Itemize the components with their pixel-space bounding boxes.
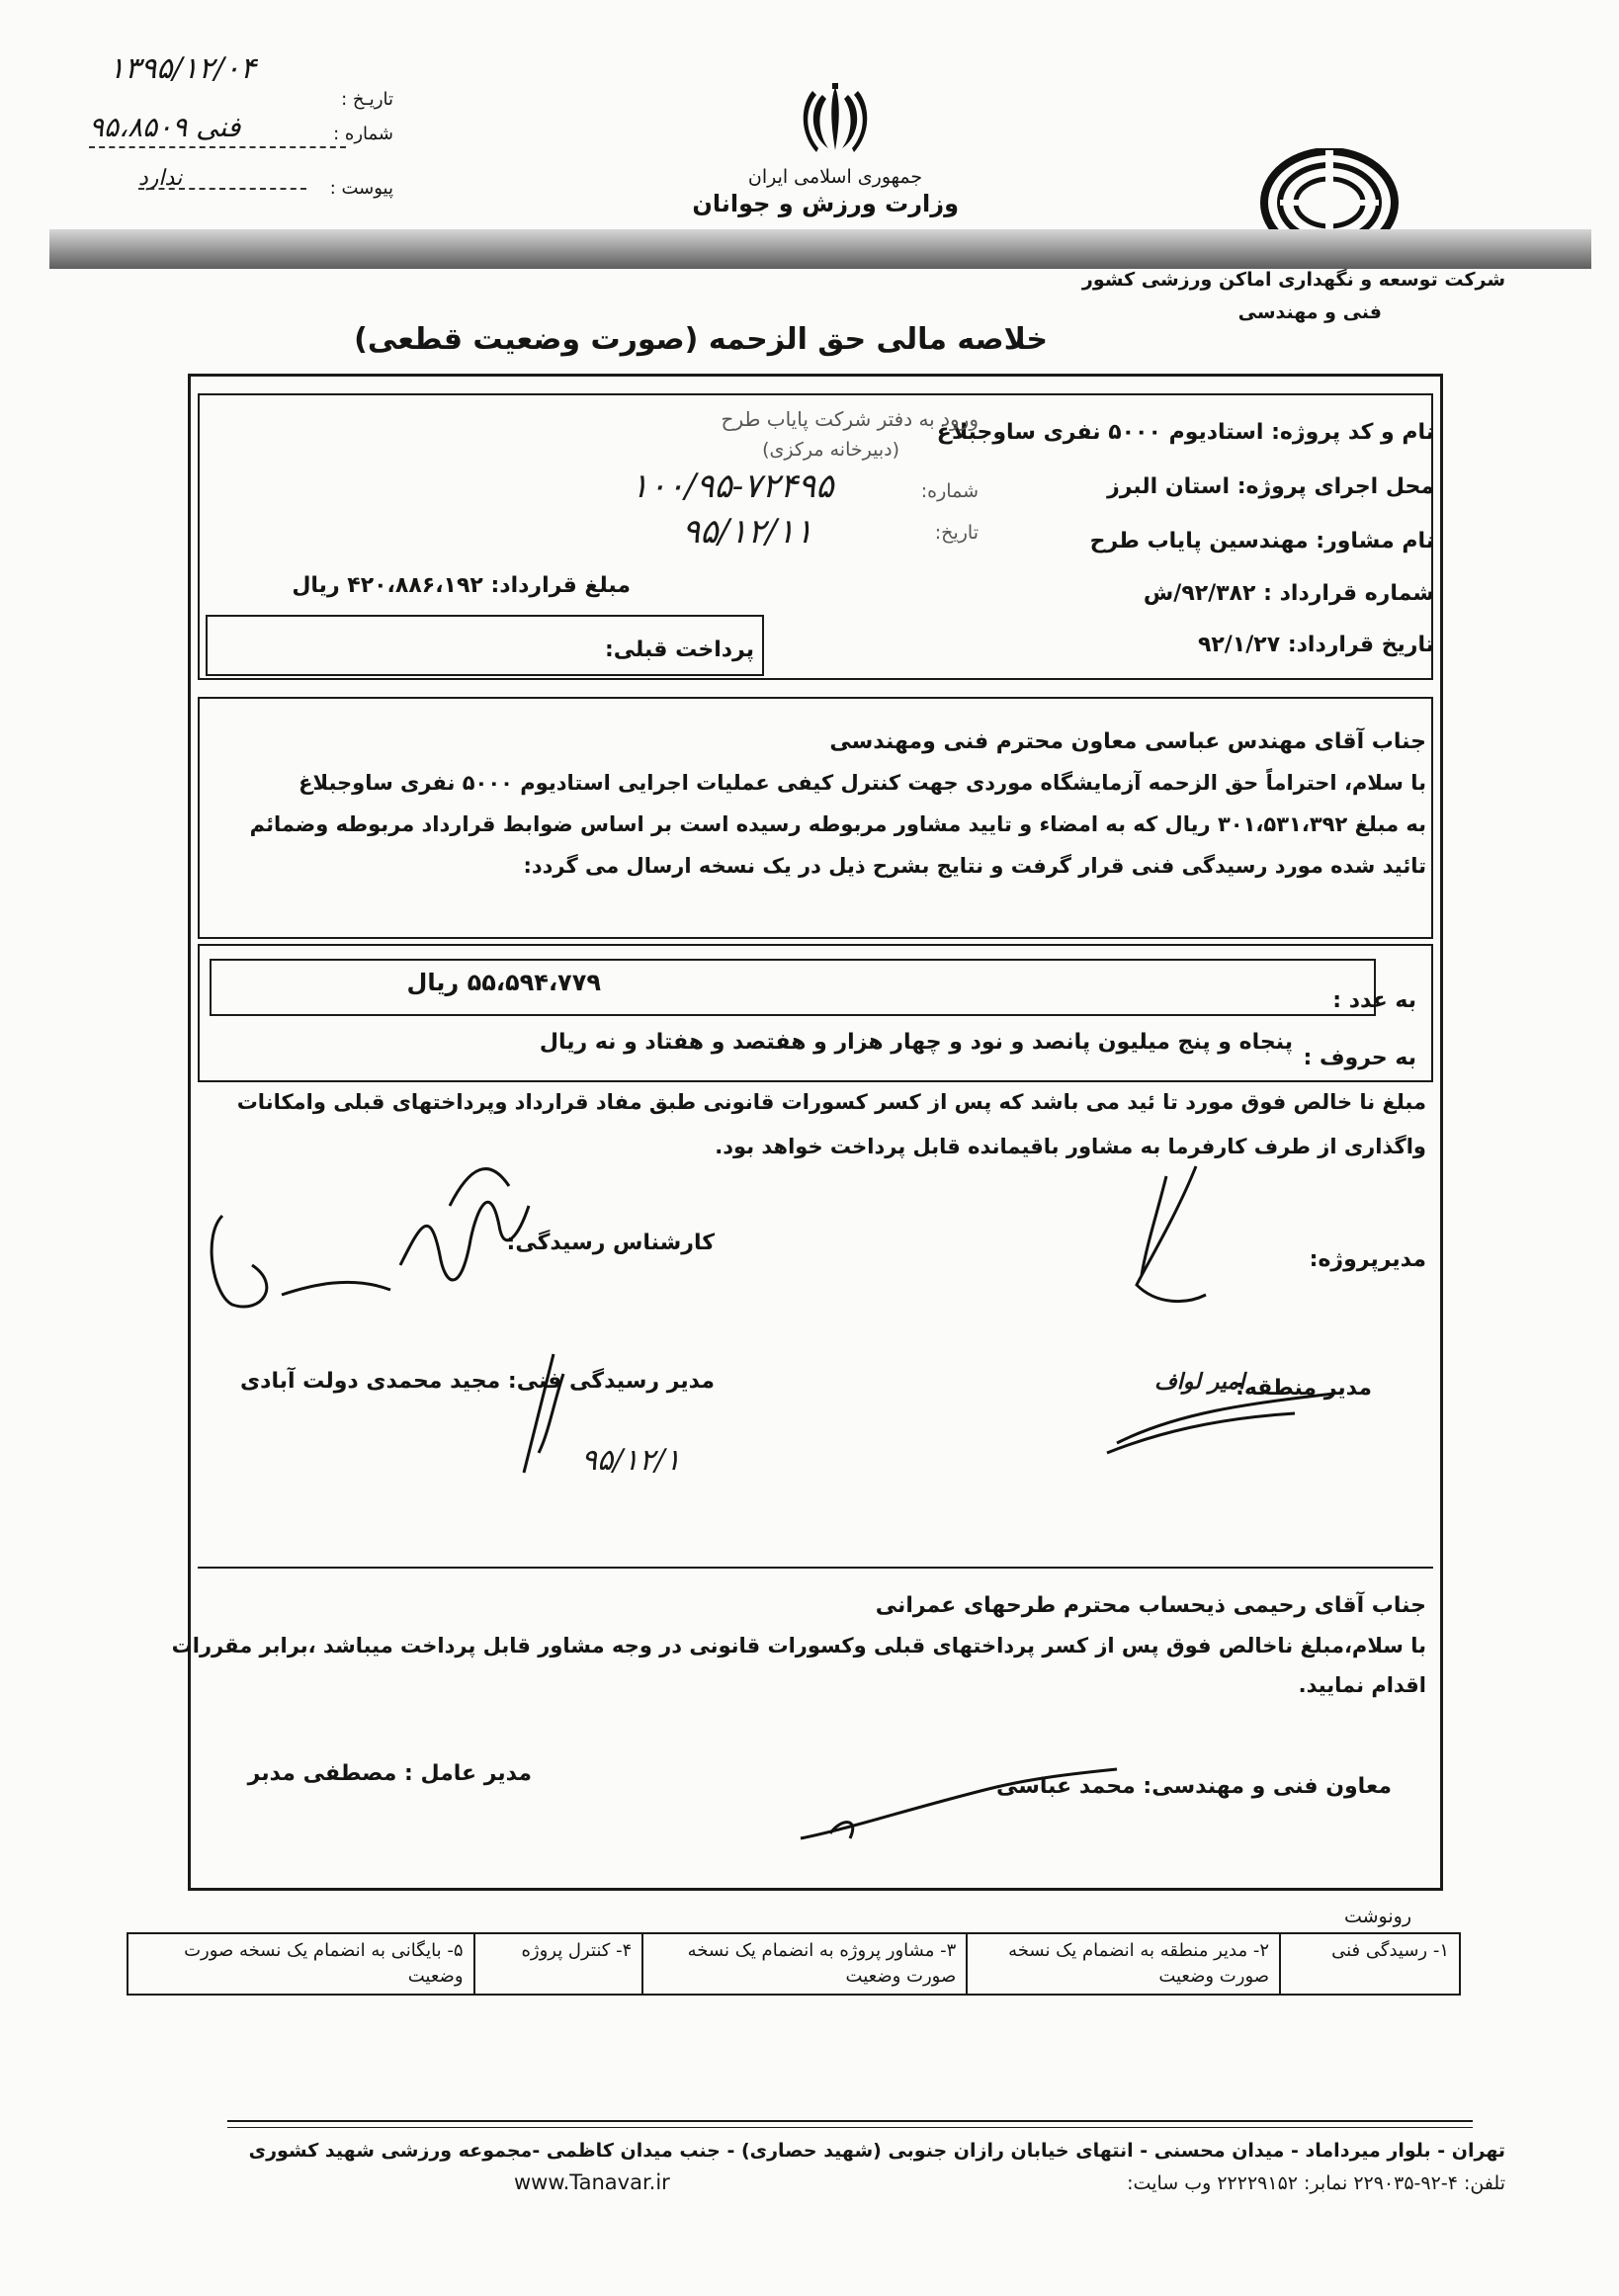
number-value: ۹۵،۸۵۰۹ فنی [89, 111, 241, 143]
amount-numeric-box [210, 959, 1376, 1016]
region-manager-label: مدیر منطقه: [1236, 1376, 1372, 1401]
project-name: نام و کد پروژه: استادیوم ۵۰۰۰ نفری ساوجبلاغ [936, 420, 1434, 445]
cc-item: ۲- مدیر منطقه به انضمام یک نسخه صورت وضعیت [967, 1933, 1280, 1995]
contract-number: شماره قرارداد : ۹۲/۳۸۲/ش [1143, 581, 1434, 606]
review-expert-label: کارشناس رسیدگی: [506, 1231, 715, 1255]
cc-item: ۳- مشاور پروژه به انضمام یک نسخه صورت وضعیت [642, 1933, 967, 1995]
cc-label: رونوشت [1343, 1906, 1411, 1927]
contract-amount: مبلغ قرارداد: ۴۲۰،۸۸۶،۱۹۲ ریال [292, 573, 631, 598]
ministry-line2: وزارت ورزش و جوانان [692, 190, 959, 217]
number-underline [89, 146, 346, 148]
letter-line1: با سلام، احتراماً حق الزحمه آزمایشگاه موردی جهت کنترل کیفی عملیات اجرایی استادیوم ۵۰۰۰ نفری ساوجبلاغ [298, 771, 1426, 795]
deputy-signature-icon [791, 1740, 1127, 1858]
attachment-label: پیوست : [329, 178, 393, 199]
cc-item: ۴- کنترل پروژه [474, 1933, 643, 1995]
tech-review-manager: مدیر رسیدگی فنی: مجید محمدی دولت آبادی [239, 1369, 715, 1394]
stamp-line1: ورود به دفتر شرکت پایاب طرح [721, 407, 979, 431]
date-label: تاریـخ : [341, 89, 393, 110]
stamp-number-value: ۱۰۰/۹۵-۷۲۴۹۵ [631, 467, 834, 506]
previous-payment-label: پرداخت قبلی: [604, 638, 754, 662]
header-shadow-bar [49, 229, 1591, 269]
deputy-signature-label: معاون فنی و مهندسی: محمد عباسی [996, 1774, 1392, 1799]
company-line2: فنی و مهندسی [1237, 301, 1382, 323]
company-line1: شرکت توسعه و نگهداری اماکن ورزشی کشور [1081, 269, 1505, 291]
footer-website[interactable]: www.Tanavar.ir [514, 2170, 670, 2194]
letter-salutation: جناب آقای مهندس عباسی معاون محترم فنی ومهندسی [829, 729, 1426, 754]
region-manager-name: امیر لواف [1154, 1369, 1245, 1395]
note-line1: مبلغ نا خالص فوق مورد تا ئید می باشد که پس از کسر کسورات قانونی طبق مفاد قرارداد وپرداختهای قبلی وامکانات [236, 1090, 1426, 1114]
amount-words-label: به حروف : [1303, 1046, 1416, 1070]
handwritten-date: ۹۵/۱۲/۱ [581, 1443, 681, 1478]
number-label: شماره : [333, 124, 393, 144]
ceo-label: مدیر عامل : مصطفی مدبر [247, 1761, 532, 1786]
consultant-name: نام مشاور: مهندسین پایاب طرح [1089, 529, 1434, 553]
date-value: ۱۳۹۵/۱۲/۰۴ [109, 51, 257, 86]
review-expert-signature-icon [193, 1147, 549, 1344]
project-manager-label: مدیرپروژه: [1309, 1247, 1426, 1272]
attachment-underline [138, 188, 306, 190]
footer-rule [227, 2120, 1473, 2122]
approval-line2: اقدام نمایید. [1298, 1673, 1426, 1697]
footer-contact: تلفن: ۴-۹۲-۲۲۹۰۳۵ نمابر: ۲۲۲۲۹۱۵۲ وب سایت: [1127, 2172, 1505, 2194]
approval-divider [198, 1567, 1433, 1569]
approval-line1: با سلام،مبلغ ناخالص فوق پس از کسر پرداختهای قبلی وکسورات قانونی در وجه مشاور قابل پرداخت میباشد ،برابر مقررات [171, 1634, 1426, 1658]
ministry-line1: جمهوری اسلامی ایران [747, 166, 923, 188]
stamp-line2: (دبیرخانه مرکزی) [762, 439, 899, 461]
project-location: محل اجرای پروژه: استان البرز [1107, 474, 1434, 499]
letter-line2: به مبلغ ۳۰۱،۵۳۱،۳۹۲ ریال که به امضاء و تایید مشاور مربوطه رسیده است بر اساس ضوابط قرارداد مربوطه وضمائم [249, 812, 1426, 836]
amount-numeric-label: به عدد : [1332, 988, 1416, 1013]
document-title: خلاصه مالی حق الزحمه (صورت وضعیت قطعی) [354, 322, 1048, 357]
project-manager-signature-icon [1107, 1156, 1226, 1324]
cc-table [127, 1932, 1461, 1996]
note-line2: واگذاری از طرف کارفرما به مشاور باقیمانده قابل پرداخت خواهد بود. [715, 1135, 1426, 1158]
attachment-value: ندارد [138, 166, 183, 191]
tech-review-signature-icon [514, 1344, 573, 1483]
cc-item: ۱- رسیدگی فنی [1280, 1933, 1460, 1995]
amount-words-value: پنجاه و پنج میلیون پانصد و نود و چهار هزار و هفتصد و هفتاد و نه ریال [539, 1030, 1293, 1055]
stamp-date-value: ۹۵/۱۲/۱۱ [682, 512, 813, 552]
approval-salutation: جناب آقای رحیمی ذیحساب محترم طرحهای عمرانی [875, 1593, 1426, 1618]
letter-line3: تائید شده مورد رسیدگی فنی قرار گرفت و نتایج بشرح ذیل در یک نسخه ارسال می گردد: [523, 854, 1426, 878]
iran-emblem-icon [791, 81, 880, 160]
stamp-number-label: شماره: [920, 480, 979, 502]
footer-rule-thin [227, 2127, 1473, 2128]
footer-address: تهران - بلوار میرداماد - میدان محسنی - انتهای خیابان رازان جنوبی (شهید حصاری) - جنب میدان کاظمی -مجموعه ورزشی شهید کشوری [248, 2140, 1505, 2162]
received-stamp [613, 403, 988, 571]
cc-item: ۵- بایگانی به انضمام یک نسخه صورت وضعیت [128, 1933, 474, 1995]
contract-date: تاریخ قرارداد: ۹۲/۱/۲۷ [1197, 633, 1434, 657]
region-manager-signature-icon [1097, 1384, 1344, 1463]
amount-numeric-value: ۵۵،۵۹۴،۷۷۹ ریال [406, 969, 601, 996]
stamp-date-label: تاریخ: [934, 522, 979, 544]
